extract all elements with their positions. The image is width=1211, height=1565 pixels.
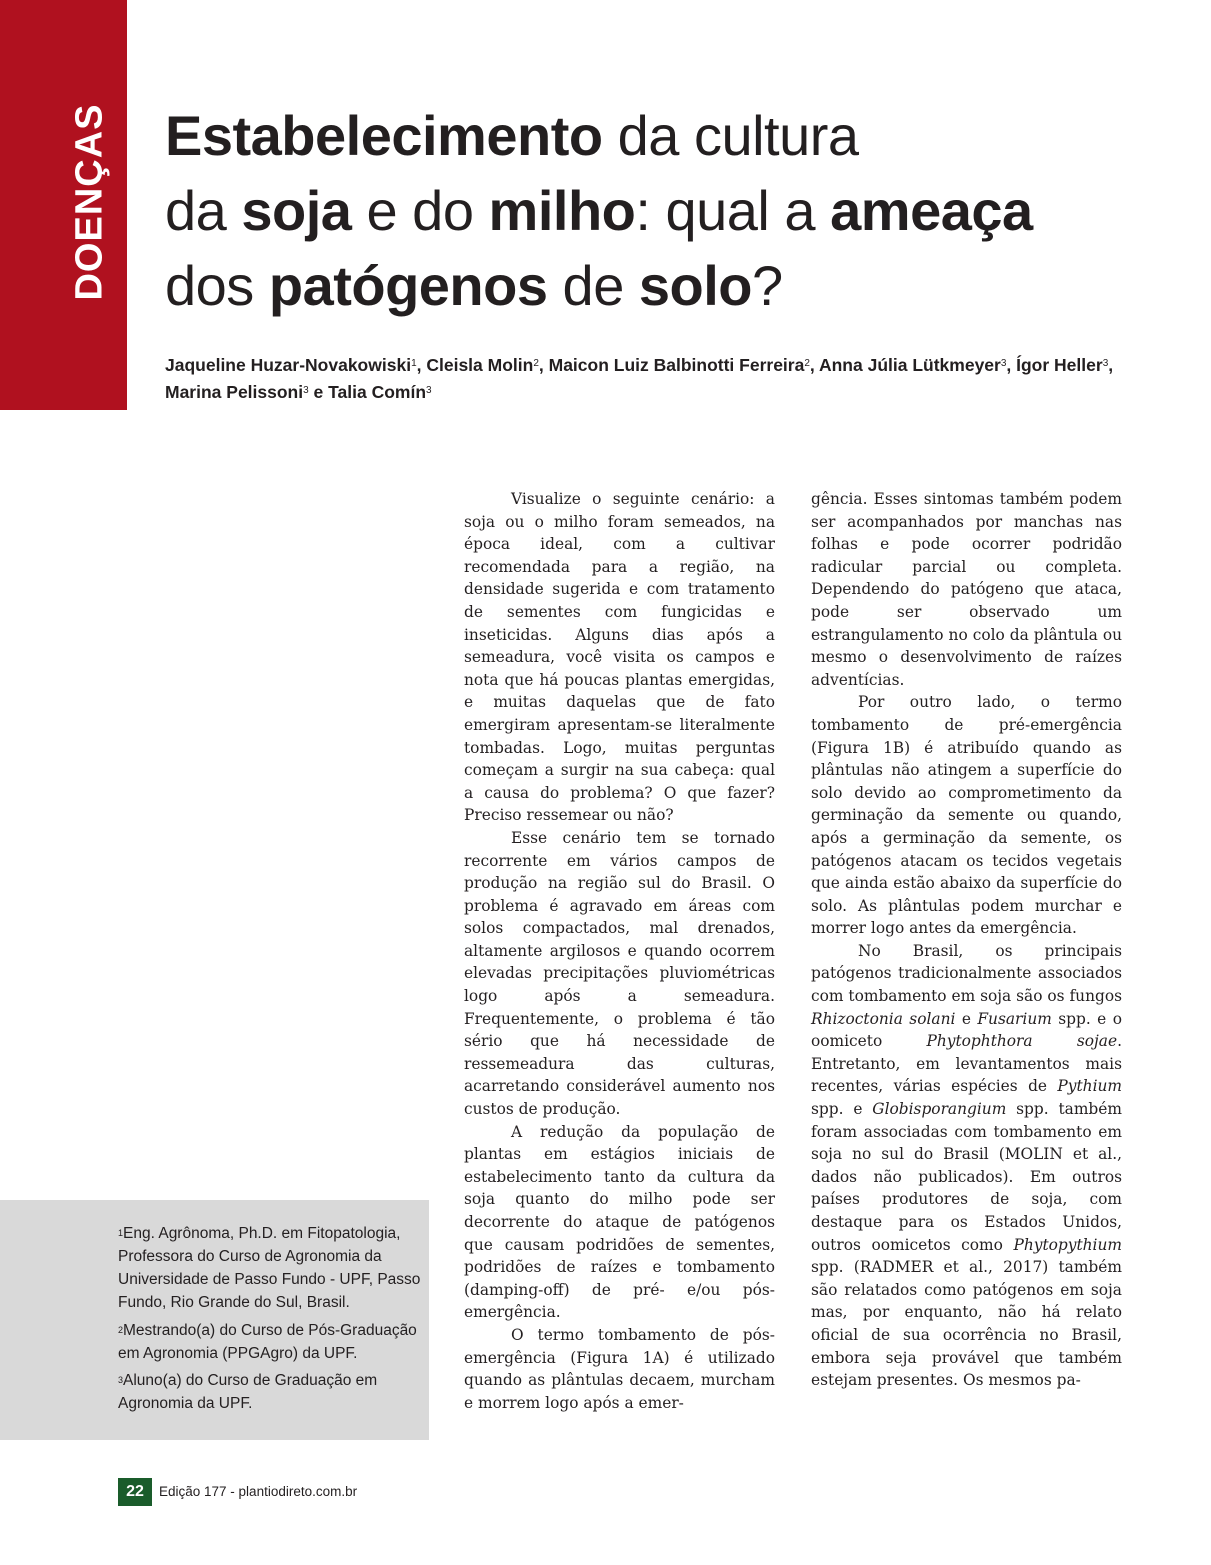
title-text: de (547, 254, 639, 317)
author-affiliation-mark: 1 (411, 358, 417, 369)
author-name: e Talia Comín (308, 382, 427, 402)
species-name: Rhizoctonia solani (811, 1009, 956, 1028)
author-name: , Cleisla Molin (416, 355, 534, 375)
title-text: e do (351, 179, 489, 242)
note-mark: 2 (118, 1325, 124, 1335)
note-mark: 1 (118, 1228, 124, 1238)
paragraph (811, 940, 1122, 1392)
title-bold: patógenos (268, 254, 548, 317)
author-name: , Marina Pelissoni (165, 355, 1114, 402)
paragraph: Esse cenário tem se tornado recorrente em vários campos de produção na região sul do Brasil. O problema é agravado em áreas com solos compactados, mal drenados, altamente argilosos e quando ocorrem elevadas precipitações pluviométricas logo após a semeadura. Frequentemente, o problema é tão sério que há necessidade de ressemeadura das culturas, acarretando considerável aumento nos custos de produção. (464, 828, 775, 1119)
title-line-3 (165, 254, 783, 317)
text-run: spp. e (811, 1100, 873, 1119)
text-run: . Entretanto, em levantamentos mais recentes, várias espécies de (811, 1032, 1122, 1096)
title-bold: solo (638, 254, 753, 317)
author-list (165, 352, 1125, 406)
affiliation-note (118, 1319, 423, 1365)
article-title (165, 98, 1125, 323)
page-number: 22 (118, 1478, 152, 1506)
title-text: da (165, 179, 242, 242)
affiliation-note (118, 1222, 423, 1314)
paragraph: Visualize o seguinte cenário: a soja ou o milho foram semeados, na época ideal, com a cultivar recomendada para a região, na densidade sugerida e com tratamento de sementes com fungicidas e inseticidas. Alguns dias após a semeadura, você visita os campos e nota que há poucas plantas emergidas, e muitas daquelas que de fato emergiram apresentam-se literalmente tombadas. Logo, muitas perguntas começam a surgir na sua cabeça: qual a causa do problema? O que fazer? Preciso ressemear ou não? (464, 490, 775, 825)
title-bold: Estabelecimento (165, 104, 603, 167)
affiliation-note (118, 1369, 423, 1415)
note-text: Mestrando(a) do Curso de Pós-Graduação em Agronomia (PPGAgro) da UPF. (118, 1322, 417, 1362)
body-column-2 (811, 488, 1122, 1392)
footer-edition: Edição 177 - plantiodireto.com.br (159, 1484, 358, 1499)
text-run: spp. e o oomiceto (811, 1009, 1122, 1051)
paragraph: Por outro lado, o termo tombamento de pré-emergência (Figura 1B) é atribuído quando as plântulas não atingem a superfície do solo devido ao comprometimento da germinação da semente ou quando, após a germinação da semente, os patógenos atacam os tecidos vegetais que ainda estão abaixo da superfície do solo. As plântulas podem murchar e morrer logo antes da emergência. (811, 693, 1122, 938)
author-affiliation-mark: 2 (533, 358, 539, 369)
species-name: Phytopythium (1013, 1235, 1122, 1254)
author-affiliation-mark: 3 (426, 385, 432, 396)
paragraph: A redução da população de plantas em estágios iniciais de estabelecimento tanto da cultura da soja quanto do milho pode ser decorrente do ataque de patógenos que causam podridões de sementes, podridões de raízes e tombamento (damping-off) de pré- e/ou pós-emergência. (464, 1122, 775, 1322)
title-text: dos (165, 254, 269, 317)
section-label: DOENÇAS (68, 103, 111, 301)
title-line-1 (165, 104, 859, 167)
title-text: ? (752, 254, 783, 317)
note-mark: 3 (118, 1375, 124, 1385)
author-name: , Maicon Luiz Balbinotti Ferreira (538, 355, 805, 375)
author-affiliation-mark: 3 (1102, 358, 1109, 369)
author-affiliation-mark: 3 (1000, 358, 1007, 369)
note-text: Aluno(a) do Curso de Graduação em Agronomia da UPF. (118, 1372, 378, 1412)
title-bold: milho (488, 179, 636, 242)
species-name: Phytophthora sojae (926, 1032, 1118, 1051)
author-affiliation-mark: 3 (303, 385, 309, 396)
species-name: Fusarium (977, 1009, 1052, 1028)
section-band (0, 0, 127, 410)
title-line-2 (165, 179, 1033, 242)
text-run: spp. também foram associadas com tombamento em soja no sul do Brasil (MOLIN et al., dados não publicados). Em outros países produtores de soja, com destaque para os Estados Unidos, outros oomicetos como (811, 1100, 1122, 1254)
species-name: Pythium (1057, 1077, 1122, 1096)
text-run: spp. (RADMER et al., 2017) também são relatados como patógenos em soja mas, por enquanto, não há relato oficial de sua ocorrência no Brasil, embora seja provável que também estejam presentes. Os mesmos pa- (811, 1258, 1122, 1390)
title-bold: ameaça (830, 179, 1033, 242)
body-column-1 (464, 488, 775, 1414)
paragraph: gência. Esses sintomas também podem ser acompanhados por manchas nas folhas e pode ocorrer podridão radicular parcial ou completa. Dependendo do patógeno que ataca, pode ser observado um estrangulamento no colo da plântula ou mesmo o desenvolvimento de raízes adventícias. (811, 490, 1122, 689)
title-text: : qual a (635, 179, 831, 242)
author-name: , Ígor Heller (1006, 355, 1103, 375)
author-name: Jaqueline Huzar-Novakowiski (165, 355, 412, 375)
title-text: da cultura (602, 104, 859, 167)
text-run: No Brasil, os principais patógenos tradicionalmente associados com tombamento em soja são os fungos (811, 941, 1122, 1006)
author-name: , Anna Júlia Lütkmeyer (809, 355, 1001, 375)
text-run: e (955, 1009, 978, 1028)
title-bold: soja (241, 179, 352, 242)
paragraph: O termo tombamento de pós-emergência (Figura 1A) é utilizado quando as plântulas decaem, murcham e morrem logo após a emer- (464, 1325, 775, 1412)
note-text: Eng. Agrônoma, Ph.D. em Fitopatologia, Professora do Curso de Agronomia da Universidade de Passo Fundo - UPF, Passo Fundo, Rio Grande do Sul, Brasil. (118, 1225, 421, 1311)
species-name: Globisporangium (872, 1100, 1007, 1119)
author-affiliation-mark: 2 (804, 358, 810, 369)
